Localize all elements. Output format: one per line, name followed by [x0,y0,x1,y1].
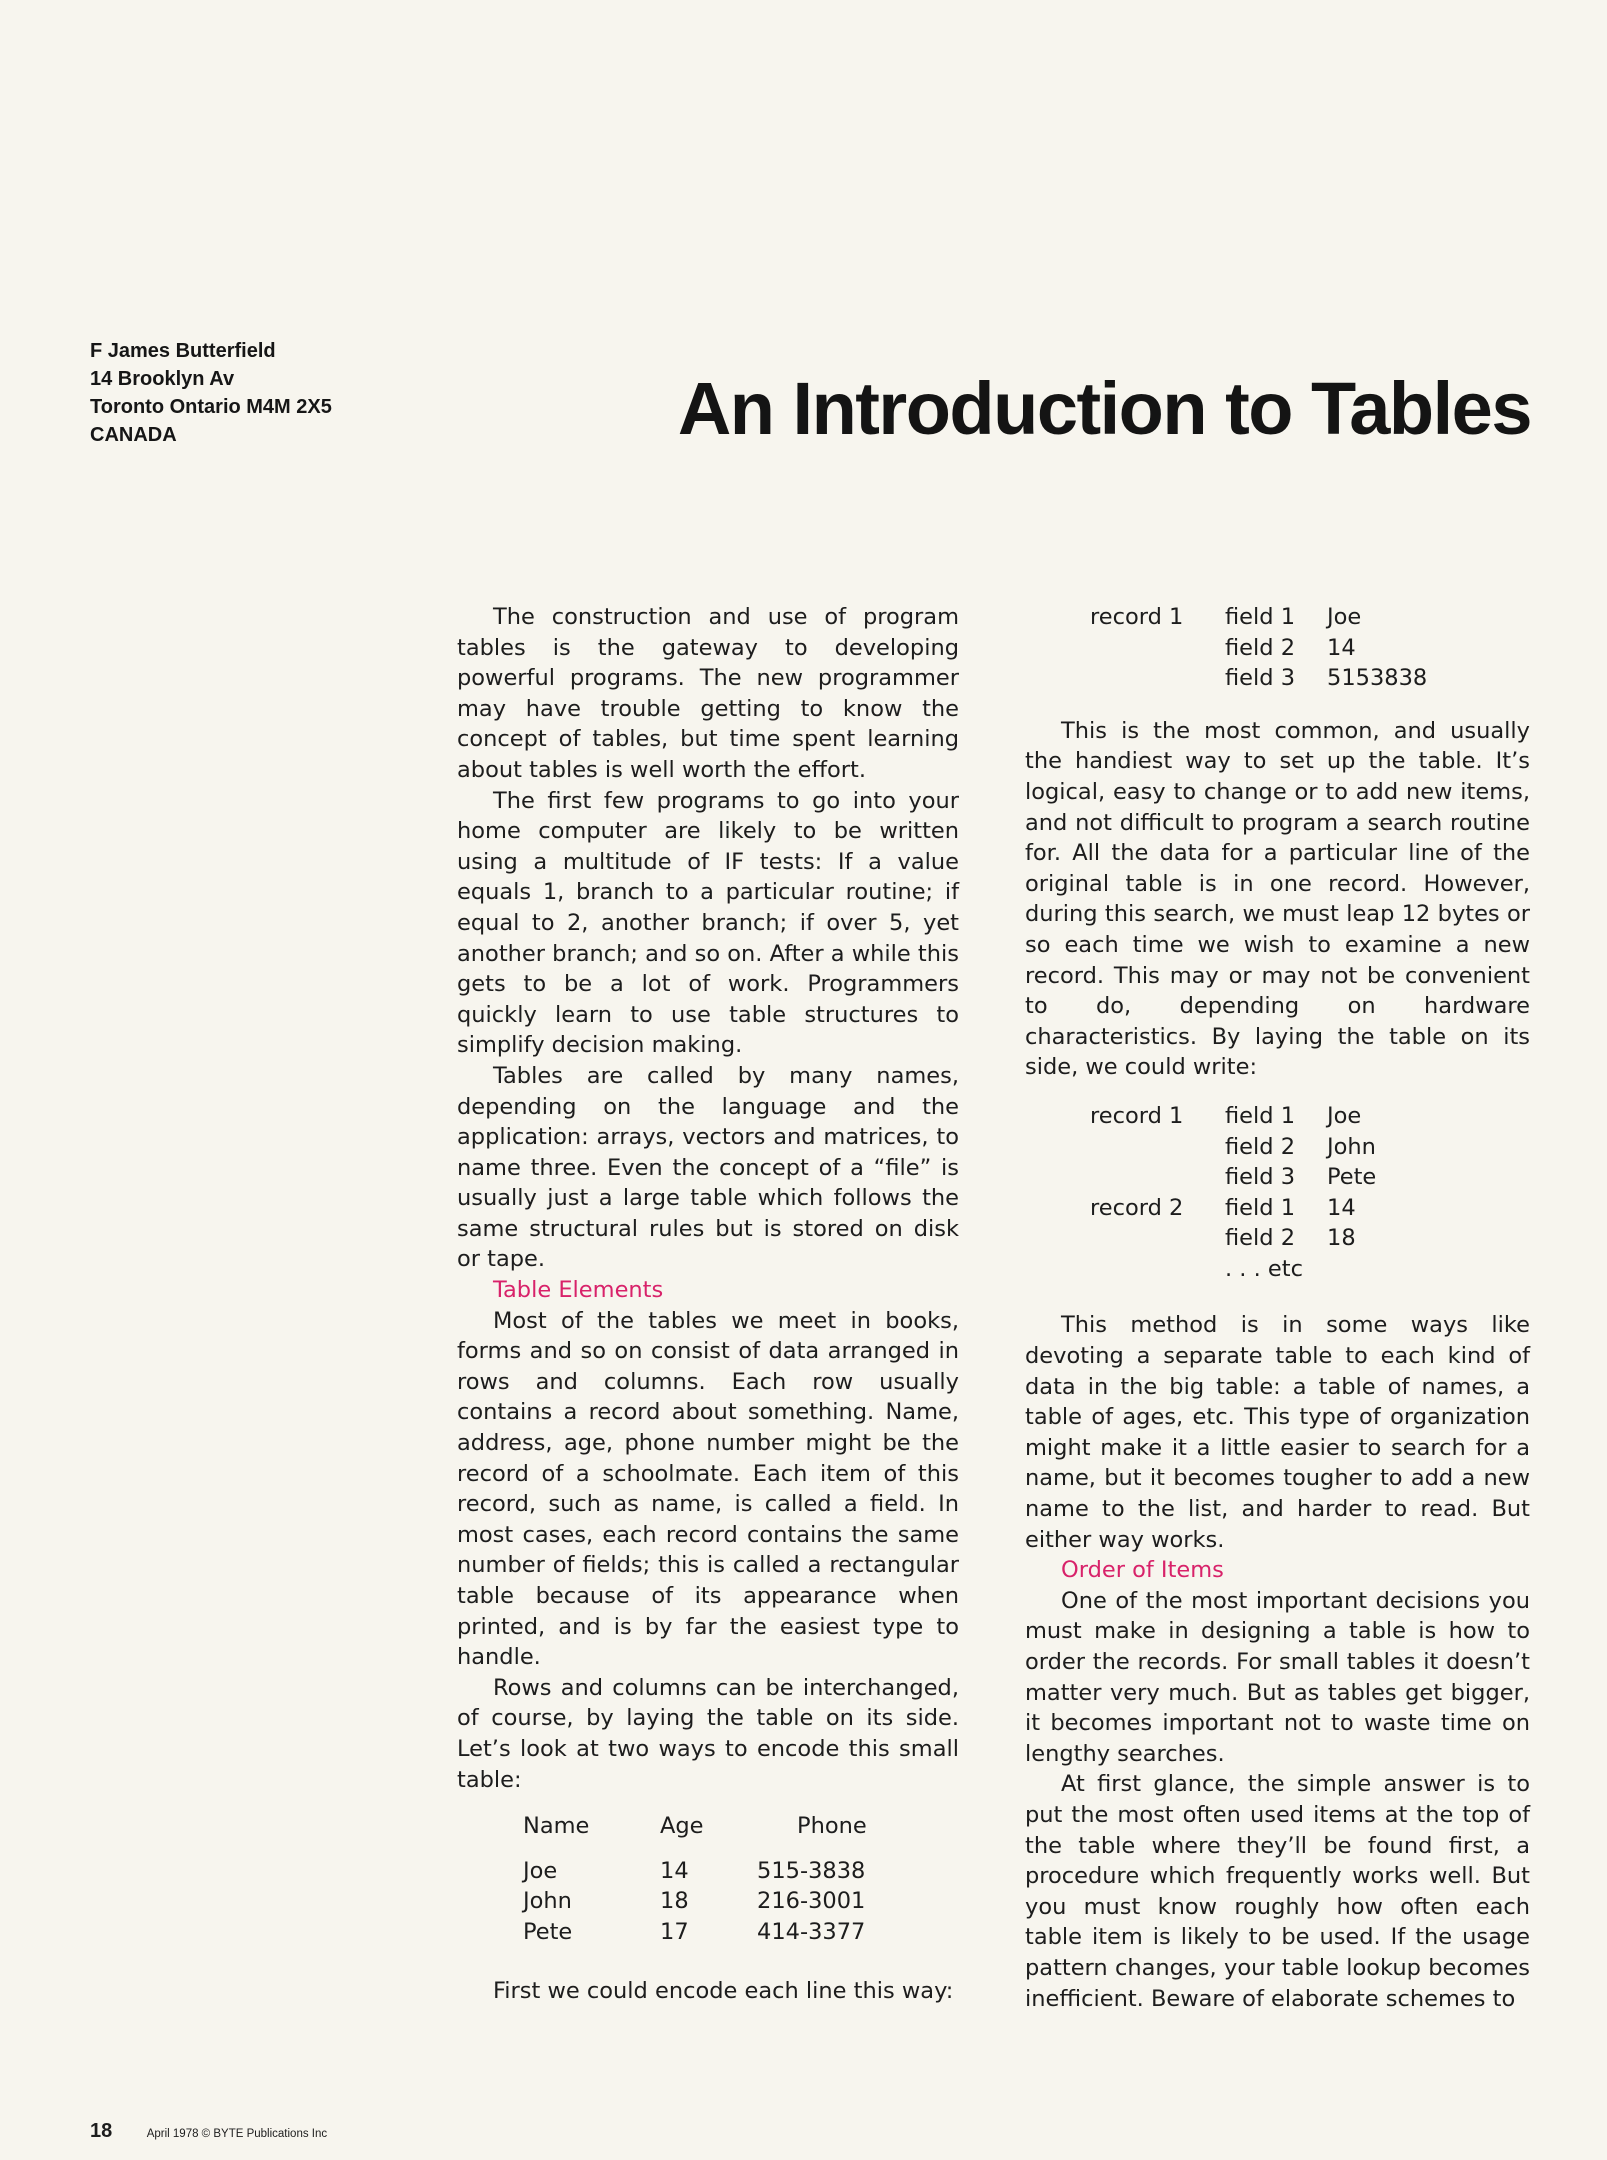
record-label [1090,663,1225,694]
record-label: record 1 [1090,1102,1184,1129]
page-number: 18 [90,2120,113,2142]
table-header-row [523,1811,959,1842]
record-listing-1 [1090,602,1530,694]
left-column [457,602,959,2006]
table-cell: 216-3001 [757,1888,866,1915]
body-paragraph: The construction and use of program tables is the gateway to developing powerful programs. The new programmer may have trouble getting to know the concept of tables, but time spent learning about tables is well worth the effort. [457,604,959,783]
record-label [1090,1162,1225,1193]
field-value: 18 [1327,1225,1356,1252]
right-column [1025,602,1530,2014]
table-cell: Pete [523,1918,573,1945]
field-label: field 1 [1225,1102,1296,1129]
body-paragraph: Rows and columns can be interchanged, of course, by laying the table on its side. Let’s look at two ways to encode this small table: [457,1674,959,1793]
page-footer [90,2120,327,2143]
field-value: 14 [1327,634,1356,661]
body-paragraph: First we could encode each line this way: [493,1977,954,2004]
field-value: 14 [1327,1194,1356,1221]
body-paragraph: This is the most common, and usually the handiest way to set up the table. It’s logical, easy to change or to add new items, and not difficult to program a search routine for. All the data for a particular line of the original table is in one record. However, during this search, we must leap 12 bytes or so each time we wish to examine a new record. This may or may not be convenient to do, depending on hardware characteristics. By laying the table on its side, we could write: [1025,717,1530,1081]
field-label: field 3 [1225,665,1296,692]
author-address [90,337,332,449]
author-name: F James Butterfield [90,340,276,362]
table-cell: 14 [660,1857,689,1884]
body-paragraph: This method is in some ways like devoting a separate table to each kind of data in the big table: a table of names, a table of ages, etc. This type of organization might make it a little easier to search for a name, but it becomes tougher to add a new name to the list, and harder to read. But either way works. [1025,1312,1530,1553]
record-label [1090,1132,1225,1163]
record-listing-2 [1090,1101,1530,1285]
body-paragraph: At first glance, the simple answer is to put the most often used items at the top of the table where they’ll be found first, a procedure which frequently works well. But you must know roughly how often each table item is likely to be used. If the usage pattern changes, your table lookup becomes inefficient. Beware of elaborate schemes to [1025,1771,1530,2012]
body-paragraph: Tables are called by many names, depending on the language and the application: arrays, vectors and matrices, to name three. Even the concept of a “file” is usually just a large table which follows the same structural rules but is stored on disk or tape. [457,1062,959,1273]
table-cell: 414-3377 [757,1918,866,1945]
field-label: . . . etc [1225,1255,1303,1282]
field-label: field 2 [1225,1225,1296,1252]
body-paragraph: The first few programs to go into your home computer are likely to be written using a multitude of IF tests: If a value equals 1, branch to a particular routine; if equal to 2, another branch; if over 5, yet another branch; and so on. After a while this gets to be a lot of work. Programmers quickly learn to use table structures to simplify decision making. [457,787,959,1059]
body-paragraph: One of the most important decisions you must make in designing a table is how to order the records. For small tables it doesn’t matter very much. But as tables get bigger, it becomes important not to waste time on lengthy searches. [1025,1587,1530,1767]
table-header-cell: Age [660,1813,704,1840]
field-label: field 1 [1225,604,1296,630]
field-value: John [1327,1133,1376,1160]
field-value: Joe [1327,1102,1362,1129]
field-value: 5153838 [1327,665,1428,692]
table-row [523,1856,959,1887]
record-label: record 1 [1090,604,1184,630]
table-header-cell: Name [523,1813,590,1840]
table-row [523,1917,959,1948]
field-label: field 3 [1225,1164,1296,1191]
author-city: Toronto Ontario M4M 2X5 [90,396,332,418]
field-value: Pete [1327,1164,1377,1191]
copyright-line: April 1978 © BYTE Publications Inc [146,2128,328,2140]
table-row [523,1886,959,1917]
record-label: record 2 [1090,1194,1184,1221]
table-cell: 515-3838 [757,1857,866,1884]
article-title: An Introduction to Tables [677,367,1531,450]
table-cell: 17 [660,1918,689,1945]
table-cell: John [523,1888,572,1915]
table-header-cell: Phone [797,1813,867,1840]
field-value: Joe [1327,604,1362,630]
field-label: field 2 [1225,634,1296,661]
section-heading-table-elements: Table Elements [493,1277,664,1304]
example-table [523,1811,959,1947]
field-label: field 2 [1225,1133,1296,1160]
record-label [1090,633,1225,664]
record-label [1090,1223,1225,1254]
section-heading-order-of-items: Order of Items [1061,1557,1224,1584]
table-cell: 18 [660,1888,689,1915]
author-country: CANADA [90,424,177,446]
table-cell: Joe [523,1857,558,1884]
field-value [1327,1254,1447,1285]
record-label [1090,1254,1225,1285]
field-label: field 1 [1225,1194,1296,1221]
body-paragraph: Most of the tables we meet in books, forms and so on consist of data arranged in rows and columns. Each row usually contains a record about something. Name, address, age, phone number might be the record of a schoolmate. Each item of this record, such as name, is called a field. In most cases, each record contains the same number of fields; this is called a rectangular table because of its appearance when printed, and is by far the easiest type to handle. [457,1307,959,1671]
author-street: 14 Brooklyn Av [90,368,235,390]
